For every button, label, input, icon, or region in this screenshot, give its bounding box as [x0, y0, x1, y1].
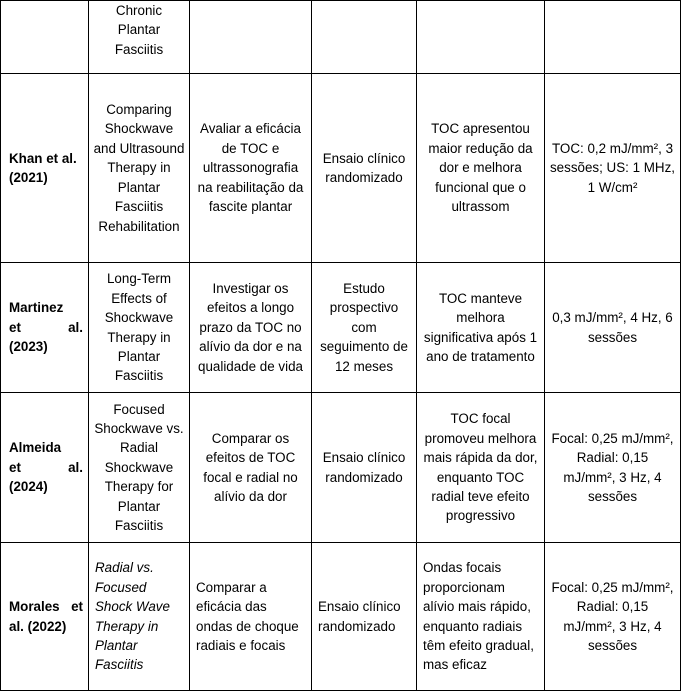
author-line: (2023): [9, 339, 48, 355]
author-line: et al.: [9, 459, 83, 475]
author-line: Khan et al.: [9, 150, 77, 166]
table-row: [1, 263, 681, 393]
title-cell: Focused Shockwave vs. Radial Shockwave Therapy for Plantar Fasciitis: [89, 393, 190, 543]
author-line: Almeida: [9, 440, 62, 456]
table-row: [1, 393, 681, 543]
author-cell: [1, 393, 89, 543]
author-cell: [1, 263, 89, 393]
design-cell: Estudo prospectivo com seguimento de 12 meses: [312, 263, 417, 393]
results-cell: TOC focal promoveu melhora mais rápida da dor, enquanto TOC radial teve efeito progressivo: [417, 393, 545, 543]
results-cell: TOC apresentou maior redução da dor e melhora funcional que o ultrassom: [417, 74, 545, 263]
author-cell: [1, 543, 89, 691]
author-cell: [1, 1, 89, 74]
design-cell: Ensaio clínico randomizado: [312, 74, 417, 263]
author-line: al. (2022): [9, 618, 67, 634]
parameters-cell: TOC: 0,2 mJ/mm², 3 sessões; US: 1 MHz, 1 W/cm²: [545, 74, 681, 263]
objective-cell: [190, 1, 312, 74]
results-cell: Ondas focais proporcionam alívio mais rápido, enquanto radiais têm efeito gradual, mas eficaz: [417, 543, 545, 691]
table-row: [1, 74, 681, 263]
objective-cell: Comparar os efeitos de TOC focal e radial no alívio da dor: [190, 393, 312, 543]
design-cell: [312, 1, 417, 74]
title-cell: Comparing Shockwave and Ultrasound Therapy in Plantar Fasciitis Rehabilitation: [89, 74, 190, 263]
results-cell: [417, 1, 545, 74]
objective-cell: Avaliar a eficácia de TOC e ultrassonografia na reabilitação da fascite plantar: [190, 74, 312, 263]
objective-cell: Comparar a eficácia das ondas de choque radiais e focais: [190, 543, 312, 691]
parameters-cell: Focal: 0,25 mJ/mm², Radial: 0,15 mJ/mm², 3 Hz, 4 sessões: [545, 393, 681, 543]
title-cell: Chronic Plantar Fasciitis: [89, 1, 190, 74]
title-cell: Long-Term Effects of Shockwave Therapy in Plantar Fasciitis: [89, 263, 190, 393]
title-cell: Radial vs. Focused Shock Wave Therapy in Plantar Fasciitis: [89, 543, 190, 691]
author-line: et al.: [9, 319, 83, 335]
objective-cell: Investigar os efeitos a longo prazo da TOC no alívio da dor e na qualidade de vida: [190, 263, 312, 393]
parameters-cell: 0,3 mJ/mm², 4 Hz, 6 sessões: [545, 263, 681, 393]
design-cell: Ensaio clínico randomizado: [312, 393, 417, 543]
parameters-cell: Focal: 0,25 mJ/mm², Radial: 0,15 mJ/mm², 3 Hz, 4 sessões: [545, 543, 681, 691]
results-cell: TOC manteve melhora significativa após 1 ano de tratamento: [417, 263, 545, 393]
author-line: (2024): [9, 479, 48, 495]
table-row: [1, 1, 681, 74]
parameters-cell: [545, 1, 681, 74]
author-line: Martinez: [9, 300, 64, 316]
table-row: [1, 543, 681, 691]
author-line: Morales et: [9, 599, 83, 615]
author-cell: [1, 74, 89, 263]
author-line: (2021): [9, 170, 48, 185]
design-cell: Ensaio clínico randomizado: [312, 543, 417, 691]
